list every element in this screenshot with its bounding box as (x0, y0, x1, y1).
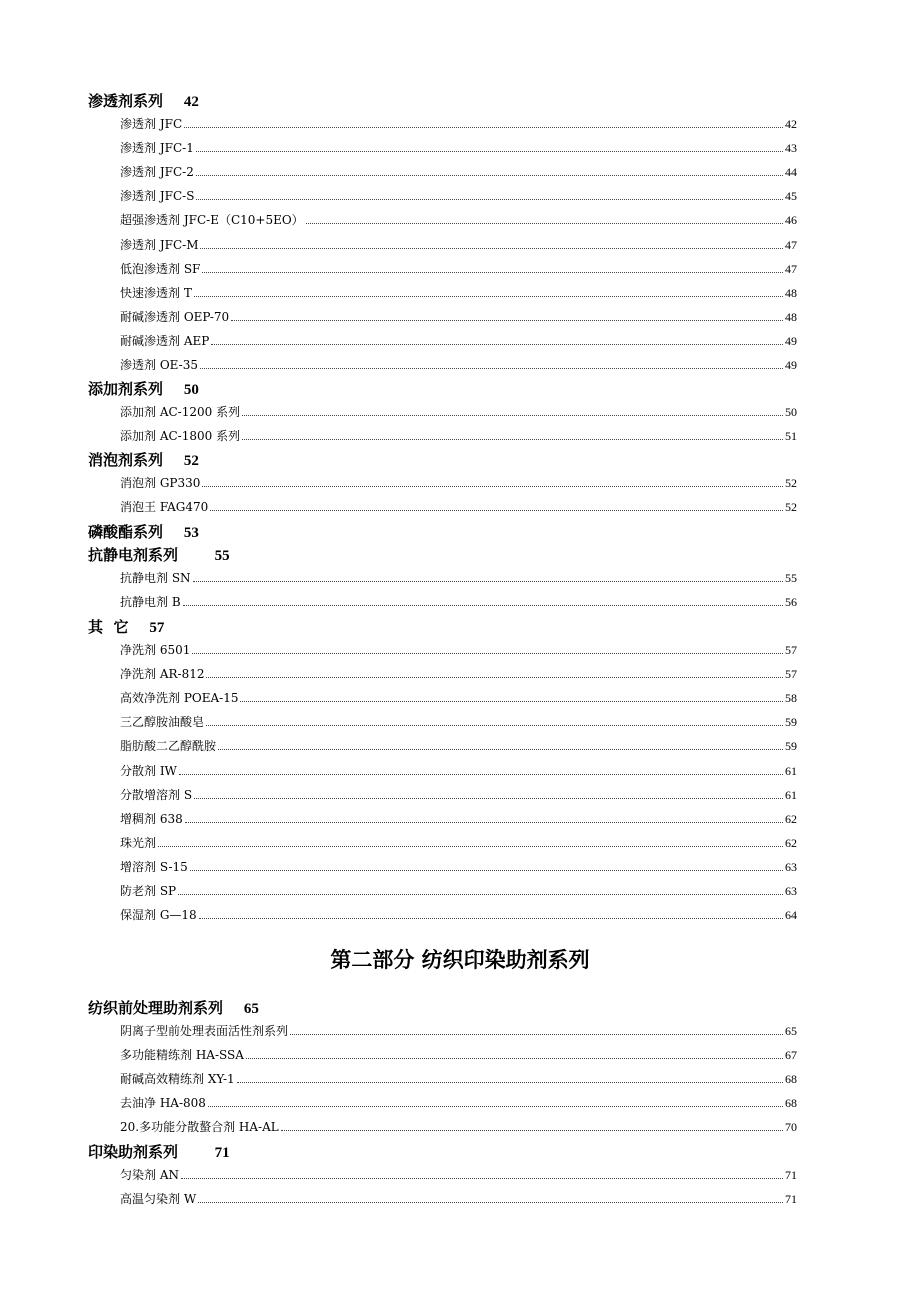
dot-leader (290, 1033, 783, 1035)
toc-entry-title: 净洗剂 AR-812 (120, 667, 205, 682)
toc-entry[interactable] (120, 162, 797, 182)
toc-entry[interactable] (120, 568, 797, 588)
section-page-number: 55 (214, 548, 230, 564)
toc-entry[interactable] (120, 1189, 797, 1209)
section-heading (88, 997, 259, 1019)
toc-entry-title: 耐碱渗透剂 AEP (120, 333, 210, 348)
section-page-number: 52 (183, 453, 199, 469)
toc-entry-title: 渗透剂 JFC-S (120, 189, 195, 204)
toc-entry[interactable] (120, 235, 797, 255)
part-title: 第二部分 纺织印染助剂系列 (330, 948, 590, 972)
toc-entry-page: 46 (785, 213, 797, 228)
toc-entry-page: 52 (785, 500, 797, 515)
section-heading (88, 544, 230, 566)
section-heading (88, 449, 199, 471)
toc-entry-title: 多功能精练剂 HA-SSA (120, 1048, 244, 1063)
toc-entry[interactable] (120, 210, 797, 230)
toc-entry-page: 58 (785, 691, 797, 706)
toc-entry-page: 68 (785, 1072, 797, 1087)
toc-entry[interactable] (120, 307, 797, 327)
toc-entry-title: 渗透剂 JFC-2 (120, 165, 194, 180)
toc-entry-title: 添加剂 AC-1800 系列 (120, 429, 241, 444)
toc-entry-title: 渗透剂 OE-35 (120, 358, 198, 372)
toc-entry-title: 分散剂 IW (120, 763, 177, 778)
toc-entry-page: 67 (785, 1048, 797, 1063)
section-page-number: 50 (183, 382, 199, 398)
dot-leader (199, 917, 783, 919)
toc-entry-title: 增溶剂 S-15 (120, 859, 188, 874)
toc-entry-title: 低泡渗透剂 SF (120, 261, 201, 276)
toc-entry-title: 阴离子型前处理表面活性剂系列 (120, 1024, 289, 1038)
toc-entry[interactable] (120, 114, 797, 134)
toc-entry-page: 48 (785, 309, 797, 324)
toc-entry[interactable] (120, 761, 797, 781)
toc-entry[interactable] (120, 857, 797, 877)
section-gap (163, 523, 184, 541)
section-title: 印染助剂系列 (88, 1143, 179, 1161)
toc-entry-page: 57 (785, 667, 797, 682)
dot-leader (206, 676, 783, 678)
toc-entry-title: 20.多功能分散螯合剂 HA-AL (120, 1120, 279, 1135)
section-gap (178, 1143, 215, 1161)
toc-entry[interactable] (120, 402, 797, 422)
dot-leader (231, 319, 783, 321)
dot-leader (179, 773, 783, 775)
section-title: 渗透剂系列 (88, 92, 164, 110)
toc-entry[interactable] (120, 785, 797, 805)
toc-entry[interactable] (120, 881, 797, 901)
toc-entry-page: 44 (785, 165, 797, 180)
toc-entry-title: 渗透剂 JFC-1 (120, 141, 194, 156)
toc-entry-title: 净洗剂 6501 (120, 643, 191, 657)
dot-leader (196, 198, 783, 200)
toc-entry[interactable] (120, 355, 797, 375)
dot-leader (183, 604, 783, 606)
toc-entry[interactable] (120, 426, 797, 446)
toc-entry-title: 渗透剂 JFC (120, 117, 183, 131)
toc-entry-title: 耐碱高效精练剂 XY-1 (120, 1072, 235, 1087)
toc-entry[interactable] (120, 592, 797, 612)
dot-leader (184, 126, 783, 128)
toc-entry[interactable] (120, 259, 797, 279)
section-gap (163, 451, 184, 469)
toc-entry-page: 59 (785, 739, 797, 754)
toc-entry-page: 63 (785, 859, 797, 874)
toc-entry-page: 47 (785, 261, 797, 276)
toc-entry[interactable] (120, 186, 797, 206)
toc-entry[interactable] (120, 664, 797, 684)
dot-leader (237, 1081, 783, 1083)
toc-entry[interactable] (120, 688, 797, 708)
dot-leader (196, 174, 783, 176)
toc-entry-page: 64 (785, 908, 797, 923)
toc-entry-page: 63 (785, 884, 797, 898)
dot-leader (210, 509, 783, 511)
toc-entry-title: 添加剂 AC-1200 系列 (120, 405, 241, 419)
dot-leader (202, 271, 783, 273)
toc-entry[interactable] (120, 1117, 797, 1137)
toc-entry-title: 去油净 HA-808 (120, 1096, 206, 1111)
toc-entry-title: 高效净洗剂 POEA-15 (120, 691, 239, 706)
toc-entry-title: 分散增溶剂 S (120, 787, 193, 802)
toc-entry[interactable] (120, 497, 797, 517)
dot-leader (240, 700, 783, 702)
toc-entry[interactable] (120, 1093, 797, 1113)
toc-entry-page: 42 (785, 117, 797, 131)
dot-leader (208, 1105, 783, 1107)
toc-entry[interactable] (120, 640, 797, 660)
toc-entry-title: 超强渗透剂 JFC-E（C10+5EO） (120, 213, 304, 228)
toc-entry[interactable] (120, 1069, 797, 1089)
toc-entry-title: 保湿剂 G—18 (120, 908, 197, 923)
dot-leader (158, 845, 783, 847)
section-heading (88, 90, 199, 112)
toc-entry-page: 70 (785, 1120, 797, 1135)
toc-entry-page: 55 (785, 571, 797, 585)
toc-entry-title: 防老剂 SP (120, 884, 177, 898)
toc-entry-page: 57 (785, 643, 797, 657)
toc-entry-page: 50 (785, 405, 797, 419)
toc-entry[interactable] (120, 833, 797, 853)
toc-entry-page: 43 (785, 141, 797, 156)
toc-entry-title: 快速渗透剂 T (120, 285, 192, 300)
section-gap (163, 380, 184, 398)
toc-entry[interactable] (120, 712, 797, 732)
dot-leader (196, 150, 783, 152)
dot-leader (198, 1201, 783, 1203)
toc-entry-title: 抗静电剂 SN (120, 571, 191, 585)
toc-entry-page: 45 (785, 189, 797, 204)
toc-entry[interactable] (120, 1045, 797, 1065)
toc-entry-page: 48 (785, 285, 797, 300)
toc-entry-page: 47 (785, 237, 797, 252)
dot-leader (190, 869, 783, 871)
toc-entry-page: 56 (785, 595, 797, 610)
section-title: 其 它 (88, 618, 129, 636)
section-gap (128, 618, 149, 636)
section-heading (88, 521, 199, 543)
toc-entry-title: 增稠剂 638 (120, 811, 183, 826)
toc-entry-page: 61 (785, 787, 797, 802)
toc-entry[interactable] (120, 473, 797, 493)
toc-entry[interactable] (120, 331, 797, 351)
dot-leader (218, 748, 783, 750)
dot-leader (200, 367, 783, 369)
toc-entry-title: 珠光剂 (120, 835, 157, 850)
section-page-number: 57 (149, 620, 165, 636)
toc-entry-page: 65 (785, 1024, 797, 1038)
section-title: 添加剂系列 (88, 380, 164, 398)
dot-leader (193, 580, 783, 582)
toc-entry-title: 匀染剂 AN (120, 1168, 179, 1182)
toc-entry-page: 59 (785, 715, 797, 730)
dot-leader (181, 1177, 783, 1179)
toc-entry-page: 71 (785, 1192, 797, 1207)
toc-entry-title: 高温匀染剂 W (120, 1192, 197, 1207)
section-page-number: 42 (183, 94, 199, 110)
toc-entry[interactable] (120, 809, 797, 829)
toc-entry-page: 68 (785, 1096, 797, 1111)
dot-leader (306, 222, 783, 224)
dot-leader (194, 295, 783, 297)
toc-entry[interactable] (120, 736, 797, 756)
dot-leader (246, 1057, 783, 1059)
dot-leader (200, 247, 783, 249)
section-page-number: 71 (214, 1145, 230, 1161)
toc-entry-page: 62 (785, 835, 797, 850)
section-gap (223, 999, 244, 1017)
section-heading (88, 1141, 230, 1163)
toc-entry-page: 52 (785, 476, 797, 490)
dot-leader (185, 821, 783, 823)
section-title: 纺织前处理助剂系列 (88, 999, 224, 1017)
toc-entry-page: 49 (785, 358, 797, 372)
toc-entry-page: 61 (785, 763, 797, 778)
section-page-number: 53 (183, 525, 199, 541)
section-gap (178, 546, 215, 564)
toc-entry-page: 71 (785, 1168, 797, 1182)
toc-entry-title: 脂肪酸二乙醇酰胺 (120, 739, 217, 754)
dot-leader (206, 724, 783, 726)
section-title: 消泡剂系列 (88, 451, 164, 469)
toc-entry-title: 抗静电剂 B (120, 595, 181, 610)
toc-entry-page: 62 (785, 811, 797, 826)
toc-entry-page: 51 (785, 429, 797, 444)
toc-entry-title: 渗透剂 JFC-M (120, 237, 199, 252)
toc-entry-title: 消泡剂 GP330 (120, 476, 201, 490)
toc-entry-title: 耐碱渗透剂 OEP-70 (120, 309, 230, 324)
section-title: 磷酸酯系列 (88, 523, 164, 541)
dot-leader (242, 438, 783, 440)
section-gap (163, 92, 184, 110)
toc-entry[interactable] (120, 1165, 797, 1185)
toc-entry[interactable] (120, 905, 797, 925)
dot-leader (178, 893, 783, 895)
dot-leader (192, 652, 783, 654)
dot-leader (281, 1129, 783, 1131)
dot-leader (211, 343, 783, 345)
dot-leader (242, 414, 783, 416)
toc-entry-title: 消泡王 FAG470 (120, 500, 209, 515)
toc-entry-title: 三乙醇胺油酸皂 (120, 715, 205, 730)
section-heading (88, 378, 199, 400)
toc-entry[interactable] (120, 138, 797, 158)
section-title: 抗静电剂系列 (88, 546, 179, 564)
dot-leader (194, 797, 783, 799)
section-heading (88, 616, 164, 638)
section-page-number: 65 (243, 1001, 259, 1017)
toc-entry[interactable] (120, 1021, 797, 1041)
dot-leader (202, 485, 783, 487)
toc-entry-page: 49 (785, 333, 797, 348)
toc-entry[interactable] (120, 283, 797, 303)
